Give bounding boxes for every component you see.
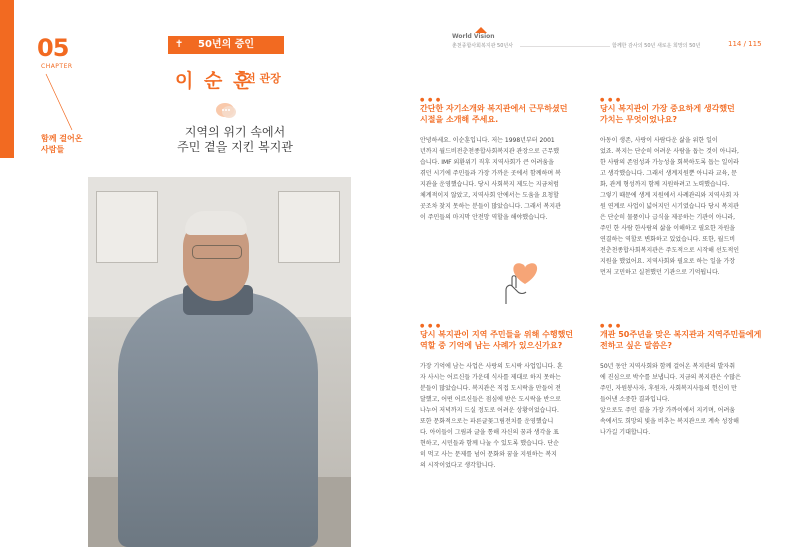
answer-line: 들어낸 소중한 결과입니다. bbox=[600, 396, 670, 403]
answer-line: 겪던 시기에 주민들과 가장 가까운 곳에서 함께하며 복 bbox=[420, 170, 561, 177]
page-numbers: 114 / 115 bbox=[728, 40, 762, 48]
qa-block-2 bbox=[420, 323, 588, 471]
question-line: 당시 복지관이 지역 주민들을 위해 수행했던 bbox=[420, 330, 574, 339]
headline bbox=[150, 125, 320, 155]
question-line: 시절을 소개해 주세요. bbox=[420, 115, 499, 124]
answer-line: 나누어 저녁까지 드실 정도로 어려운 상황이었습니다. bbox=[420, 407, 559, 414]
answer-line: 나가길 기대합니다. bbox=[600, 429, 651, 436]
question-line: 전하고 싶은 말씀은? bbox=[600, 341, 673, 350]
answer-line: 먼저 고민하고 실천했던 기관으로 기억됩니다. bbox=[600, 269, 720, 276]
section-title-line1: 함께 걸어온 bbox=[41, 134, 83, 143]
answer-line: 에 진심으로 박수를 보냅니다. 지금의 복지관은 수많은 bbox=[600, 374, 741, 381]
qa-dots: ● ● ● bbox=[420, 323, 442, 329]
header-right-text: 함께한 감사의 50년 새로운 희망의 50년 bbox=[612, 43, 701, 49]
diagonal-line-decoration bbox=[42, 72, 82, 132]
answer-line: 화, 관계 형성까지 함께 지원하려고 노력했습니다. bbox=[600, 181, 730, 188]
qa-dots: ● ● ● bbox=[420, 97, 442, 103]
answer-line: 이 주민들의 마지막 안전망 역할을 해야했습니다. bbox=[420, 214, 548, 221]
qa-dots: ● ● ● bbox=[600, 97, 622, 103]
section-title bbox=[41, 133, 111, 155]
headline-line1: 지역의 위기 속에서 bbox=[184, 125, 286, 139]
hand-heart-icon bbox=[498, 254, 552, 306]
answer-line: 주민, 자원봉사자, 후원자, 사회복지사들의 헌신이 만 bbox=[600, 385, 737, 392]
witness-banner bbox=[168, 36, 284, 54]
chapter-accent-bar bbox=[0, 0, 14, 158]
answer-line: 앞으로도 주민 곁을 가장 가까이에서 지키며, 어려움 bbox=[600, 407, 736, 414]
question-line: 개관 50주년을 맞은 복지관과 지역주민들에게 bbox=[600, 330, 762, 339]
answer-line: 전춘천종합사회복지관은 주도적으로 시작해 선도적인 bbox=[600, 247, 740, 254]
answer-line: 은 단순히 물품이나 급식을 제공하는 기관이 아니라, bbox=[600, 214, 736, 221]
question-line: 역할 중 기억에 남는 사례가 있으신가요? bbox=[420, 341, 563, 350]
answer-line: 연결하는 역할로 변화하고 있었습니다. 또한, 월드비 bbox=[600, 236, 736, 243]
answer-line: 분들이 많았습니다. 복지관은 직접 도시락을 만들어 전 bbox=[420, 385, 561, 392]
answer-line: 원 연계로 사업이 넓어지던 시기였습니다 당시 복지관 bbox=[600, 203, 739, 210]
cross-icon: ✝ bbox=[175, 39, 184, 50]
person-role: 전 관장 bbox=[245, 72, 281, 85]
answer-line: 달했고, 어떤 어르신들은 점심에 받은 도시락을 반으로 bbox=[420, 396, 561, 403]
section-title-line2: 사람들 bbox=[41, 145, 65, 154]
qa-block-1 bbox=[420, 97, 588, 223]
answer-line: 주민 한 사람 한사람의 삶을 이해하고 필요한 자원을 bbox=[600, 225, 736, 232]
answer-line: 속에서도 희망의 빛을 비추는 복지관으로 계속 성장해 bbox=[600, 418, 739, 425]
qa-block-4 bbox=[600, 323, 768, 438]
qa-block-3 bbox=[600, 97, 768, 278]
answer-line: 또한 문화적으로는 파른글꽃그림전치를 운영했습니 bbox=[420, 418, 554, 425]
qa-dots: ● ● ● bbox=[600, 323, 622, 329]
answer-line: 자 사시는 어르신들 가운데 식사를 제대로 하지 못하는 bbox=[420, 374, 561, 381]
question-line: 당시 복지관이 가장 중요하게 생각했던 bbox=[600, 104, 735, 113]
world-vision-logo-text: World Vision bbox=[452, 33, 495, 40]
header-rule bbox=[520, 46, 610, 47]
answer-line: 그렇기 때문에 생계 지원에서 사례관리와 지역사회 자 bbox=[600, 192, 739, 199]
answer-line: 다. 아이들이 그림과 글을 통해 자신의 꿈과 생각을 표 bbox=[420, 429, 559, 436]
banner-text: 50년의 증인 bbox=[198, 39, 255, 50]
header-left-text: 춘천종합사회복지관 50년사 bbox=[452, 43, 514, 49]
answer-line: 체계적이지 않았고, 지역사회 안에서는 도움을 요청할 bbox=[420, 192, 559, 199]
answer-line: 현하고, 시민들과 함께 나눌 수 있도록 했습니다. 단순 bbox=[420, 440, 559, 447]
answer-line: 지원을 했었어요. 지역사회와 필요로 하는 일을 가장 bbox=[600, 258, 736, 265]
answer-line: 고 생각했습니다. 그래서 생계지원뿐 아니라 교육, 문 bbox=[600, 170, 737, 177]
answer-line: 안녕하세요. 이순훈입니다. 저는 1998년부터 2001 bbox=[420, 137, 555, 144]
question-line: 간단한 자기소개와 복지관에서 근무하셨던 bbox=[420, 104, 568, 113]
answer-line: 었죠. 복지는 단순히 어려운 사람을 돕는 것이 아니라, bbox=[600, 148, 739, 155]
answer-line: 50년 동안 지역사회와 함께 걸어온 복지관의 발자취 bbox=[600, 363, 735, 370]
answer-line: 가장 기억에 남는 사업은 사랑의 도시락 사업입니다. 혼 bbox=[420, 363, 563, 370]
headline-line2: 주민 곁을 지킨 복지관 bbox=[177, 140, 293, 154]
answer-line: 곳조차 찾지 못하는 분들이 많았습니다. 그래서 복지관 bbox=[420, 203, 561, 210]
answer-line: 지관을 운영했습니다. 당시 사회복지 제도는 지금처럼 bbox=[420, 181, 559, 188]
chapter-number: 05 bbox=[37, 34, 69, 62]
answer-line: 의 시작이었다고 생각합니다. bbox=[420, 462, 496, 469]
portrait-photo bbox=[88, 177, 351, 547]
answer-line: 년까지 월드비전춘천종합사회복지관 관장으로 근무했 bbox=[420, 148, 560, 155]
answer-line: 한 사람의 존엄성과 가능성을 회복하도록 돕는 일이라 bbox=[600, 159, 739, 166]
chapter-label: CHAPTER bbox=[41, 63, 73, 70]
answer-line: 히 먹고 사는 문제를 넘어 문화와 꿈을 지원하는 복지 bbox=[420, 451, 557, 458]
answer-line: 습니다. IMF 외환위기 직후 지역사회가 큰 어려움을 bbox=[420, 159, 554, 166]
question-line: 가치는 무엇이었나요? bbox=[600, 115, 677, 124]
answer-line: 아동이 생존, 사랑이 사람다운 삶을 위한 일이 bbox=[600, 137, 718, 144]
speech-bubble-icon bbox=[215, 102, 237, 120]
person-name: 이 순 훈 bbox=[175, 70, 254, 92]
